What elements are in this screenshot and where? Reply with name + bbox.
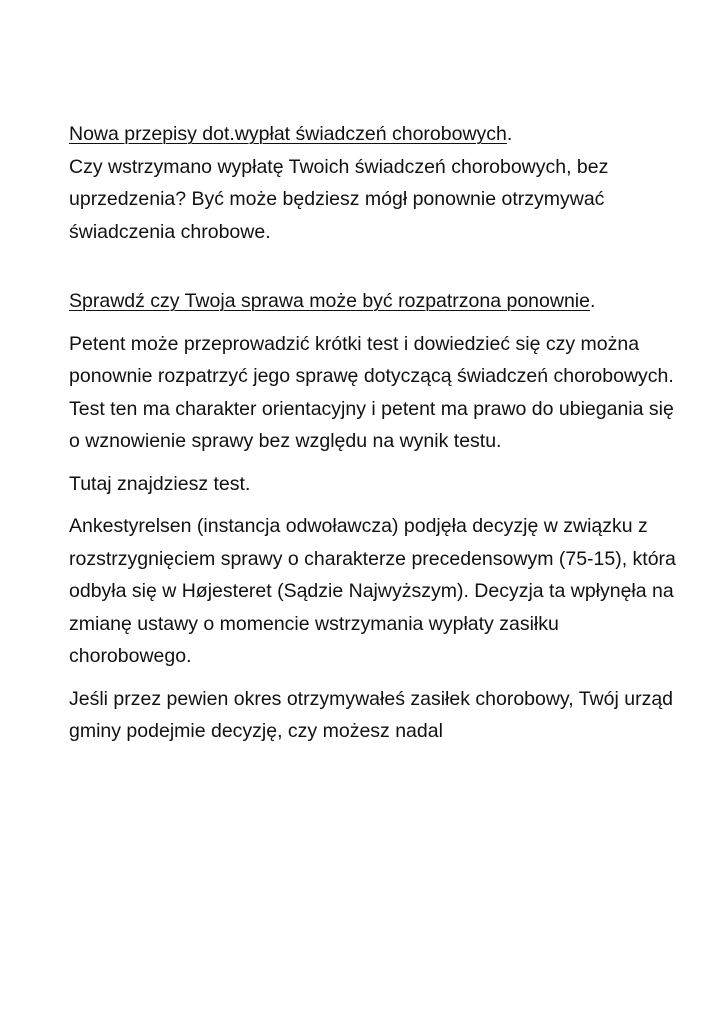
paragraph-test-link: Tutaj znajdziesz test. bbox=[69, 472, 251, 495]
document-page bbox=[69, 118, 679, 748]
heading-new-rules-text: Nowa przepisy dot.wypłat świadczeń chorobowych bbox=[69, 123, 507, 145]
heading-check-case-period: . bbox=[589, 290, 596, 312]
paragraph-municipality: Jeśli przez pewien okres otrzymywałeś zasiłek chorobowy, Twój urząd gminy podejmie decyzję, czy możesz nadal bbox=[69, 687, 674, 742]
heading-check-case-text: Sprawdź czy Twoja sprawa może być rozpatrzona ponownie bbox=[69, 290, 590, 312]
paragraph-benefits-stopped: Czy wstrzymano wypłatę Twoich świadczeń chorobowych, bez uprzedzenia? Być może będziesz mógł ponownie otrzymywać świadczenia chrobowe. bbox=[69, 155, 609, 243]
heading-new-rules bbox=[69, 118, 679, 151]
heading-new-rules-period: . bbox=[506, 123, 513, 145]
paragraph-ankestyrelsen: Ankestyrelsen (instancja odwoławcza) podjęła decyzję w związku z rozstrzygnięciem sprawy o charakterze precedensowym (75-15), która odbyła się w Højesteret (Sądzie Najwyższym). Decyzja ta wpłynęła na zmianę ustawy o momencie wstrzymania wypłaty zasiłku chorobowego. bbox=[69, 515, 676, 667]
heading-check-case bbox=[69, 285, 679, 318]
paragraph-test-info: Petent może przeprowadzić krótki test i dowiedzieć się czy można ponownie rozpatrzyć jego sprawę dotyczącą świadczeń chorobowych. Test ten ma charakter orientacyjny i petent ma prawo do ubiegania się o wznowienie sprawy bez względu na wynik testu. bbox=[69, 332, 674, 452]
